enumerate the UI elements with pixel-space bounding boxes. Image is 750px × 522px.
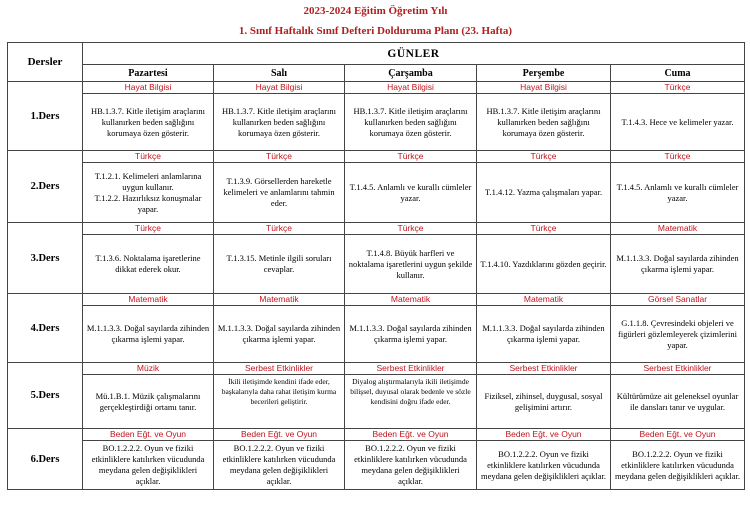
objective-text bbox=[611, 306, 744, 362]
lesson-label: 4.Ders bbox=[8, 294, 83, 363]
lesson-cell-wednesday bbox=[345, 151, 477, 223]
objective-line: M.1.1.3.3. Doğal sayılarda zihinden çıkarma işlemi yapar. bbox=[482, 323, 605, 344]
objective-text bbox=[345, 441, 476, 489]
lesson-cell-wednesday bbox=[345, 223, 477, 294]
subject-label: Türkçe bbox=[214, 223, 344, 235]
lesson-cell-tuesday bbox=[214, 223, 345, 294]
objective-line: T.1.4.5. Anlamlı ve kurallı cümleler yazar. bbox=[349, 181, 472, 203]
objective-line: T.1.3.6. Noktalama işaretlerine dikkat ederek okur. bbox=[95, 253, 201, 274]
lesson-cell-thursday bbox=[477, 223, 611, 294]
subject-label: Türkçe bbox=[477, 223, 610, 235]
lesson-cell-tuesday bbox=[214, 151, 345, 223]
objective-text bbox=[83, 306, 213, 362]
subject-label: Türkçe bbox=[611, 82, 744, 94]
objective-line: M.1.1.3.3. Doğal sayılarda zihinden çıkarma işlemi yapar. bbox=[86, 323, 210, 344]
lesson-label: 1.Ders bbox=[8, 82, 83, 151]
objective-text bbox=[345, 235, 476, 293]
objective-text bbox=[83, 235, 213, 293]
lesson-cell-thursday bbox=[477, 363, 611, 429]
lesson-label: 2.Ders bbox=[8, 151, 83, 223]
subject-label: Hayat Bilgisi bbox=[345, 82, 476, 94]
subject-label: Serbest Etkinlikler bbox=[345, 363, 476, 375]
lesson-row bbox=[8, 223, 745, 294]
objective-text bbox=[345, 94, 476, 150]
lesson-cell-tuesday bbox=[214, 429, 345, 490]
objective-line: M.1.1.3.3. Doğal sayılarda zihinden çıkarma işlemi yapar. bbox=[616, 253, 739, 274]
lesson-cell-monday bbox=[83, 151, 214, 223]
objective-text bbox=[83, 441, 213, 489]
objective-line: İkili iletişimde kendini ifade eder, başkalarıyla daha rahat iletişim kurma becerileri geliştirir. bbox=[221, 377, 337, 406]
lesson-cell-thursday bbox=[477, 82, 611, 151]
lesson-cell-thursday bbox=[477, 151, 611, 223]
subject-label: Beden Eğt. ve Oyun bbox=[345, 429, 476, 441]
subject-label: Serbest Etkinlikler bbox=[214, 363, 344, 375]
objective-line: T.1.4.12. Yazma çalışmaları yapar. bbox=[484, 187, 603, 197]
subject-label: Serbest Etkinlikler bbox=[611, 363, 744, 375]
subject-label: Türkçe bbox=[214, 151, 344, 163]
objective-line: BO.1.2.2.2. Oyun ve fiziki etkinliklere katılırken vücudunda meydana gelen değişiklikleri açıklar. bbox=[354, 443, 467, 486]
objective-line: BO.1.2.2.2. Oyun ve fiziki etkinliklere katılırken vücudunda meydana gelen değişiklikleri açıklar. bbox=[614, 448, 741, 481]
day-header-friday: Cuma bbox=[611, 65, 745, 82]
day-header-wednesday: Çarşamba bbox=[345, 65, 477, 82]
dersler-header: Dersler bbox=[8, 43, 83, 82]
subject-label: Matematik bbox=[83, 294, 213, 306]
lesson-cell-tuesday bbox=[214, 294, 345, 363]
subject-label: Beden Eğt. ve Oyun bbox=[83, 429, 213, 441]
objective-text bbox=[214, 235, 344, 293]
lesson-cell-friday bbox=[611, 151, 745, 223]
objective-text bbox=[83, 94, 213, 150]
lesson-row bbox=[8, 363, 745, 429]
lesson-row bbox=[8, 151, 745, 223]
lesson-cell-wednesday bbox=[345, 429, 477, 490]
objective-line: Diyalog alıştırmalarıyla ikili iletişimde bilişsel, duyusal olarak bedenle ve sözle kendisini doğru ifade eder. bbox=[350, 377, 471, 406]
lesson-cell-thursday bbox=[477, 294, 611, 363]
objective-line: T.1.4.3. Hece ve kelimeler yazar. bbox=[621, 116, 734, 127]
lesson-cell-tuesday bbox=[214, 82, 345, 151]
objective-line: HB.1.3.7. Kitle iletişim araçlarını kullanırken beden sağlığını korumaya özen gösterir. bbox=[486, 105, 601, 138]
objective-line: Mü.1.B.1. Müzik çalışmalarını gerçekleştirdiği ortamı tanır. bbox=[95, 390, 201, 412]
lesson-label: 5.Ders bbox=[8, 363, 83, 429]
subject-label: Türkçe bbox=[477, 151, 610, 163]
objective-line: Kültürümüze ait geleneksel oyunlar ile dansları tanır ve uygular. bbox=[616, 390, 739, 412]
objective-line: BO.1.2.2.2. Oyun ve fiziki etkinliklere katılırken vücudunda meydana gelen değişiklikleri açıklar. bbox=[222, 443, 336, 486]
subject-label: Türkçe bbox=[345, 151, 476, 163]
objective-text bbox=[477, 441, 610, 489]
lesson-cell-friday bbox=[611, 82, 745, 151]
objective-text bbox=[611, 94, 744, 150]
gunler-header: GÜNLER bbox=[83, 43, 745, 65]
days-row bbox=[8, 65, 745, 82]
objective-text bbox=[214, 94, 344, 150]
day-header-monday: Pazartesi bbox=[83, 65, 214, 82]
weekly-plan-table bbox=[7, 42, 745, 490]
objective-text bbox=[83, 375, 213, 428]
objective-text bbox=[611, 441, 744, 489]
objective-line: HB.1.3.7. Kitle iletişim araçlarını kullanırken beden sağlığını korumaya özen gösterir. bbox=[90, 105, 205, 138]
objective-line: T.1.3.15. Metinle ilgili soruları cevaplar. bbox=[226, 253, 332, 274]
lesson-label: 3.Ders bbox=[8, 223, 83, 294]
objective-line: M.1.1.3.3. Doğal sayılarda zihinden çıkarma işlemi yapar. bbox=[349, 323, 472, 344]
objective-text bbox=[345, 163, 476, 222]
lesson-cell-monday bbox=[83, 429, 214, 490]
lesson-row bbox=[8, 429, 745, 490]
subject-label: Matematik bbox=[345, 294, 476, 306]
objective-line: HB.1.3.7. Kitle iletişim araçlarını kullanırken beden sağlığını korumaya özen gösterir. bbox=[353, 105, 468, 138]
objective-text bbox=[477, 94, 610, 150]
lesson-cell-monday bbox=[83, 223, 214, 294]
objective-text bbox=[214, 163, 344, 222]
objective-line: BO.1.2.2.2. Oyun ve fiziki etkinliklere katılırken vücudunda meydana gelen değişiklikleri açıklar. bbox=[91, 443, 205, 486]
objective-line: G.1.1.8. Çevresindeki objeleri ve figürleri gözlemleyerek çizimlerini yapar. bbox=[618, 317, 737, 350]
objective-text bbox=[477, 306, 610, 362]
objective-line: T.1.3.9. Görsellerden hareketle kelimeleri ve anlamlarını tahmin eder. bbox=[223, 176, 335, 208]
objective-text bbox=[214, 306, 344, 362]
lesson-cell-wednesday bbox=[345, 363, 477, 429]
objective-line: HB.1.3.7. Kitle iletişim araçlarını kullanırken beden sağlığını korumaya özen gösterir. bbox=[221, 105, 336, 138]
day-header-thursday: Perşembe bbox=[477, 65, 611, 82]
objective-text bbox=[477, 163, 610, 222]
document-year-title: 2023-2024 Eğitim Öğretim Yılı bbox=[303, 5, 448, 17]
lesson-label: 6.Ders bbox=[8, 429, 83, 490]
objective-text bbox=[214, 375, 344, 428]
subject-label: Görsel Sanatlar bbox=[611, 294, 744, 306]
lesson-cell-monday bbox=[83, 294, 214, 363]
subject-label: Matematik bbox=[611, 223, 744, 235]
lesson-cell-wednesday bbox=[345, 294, 477, 363]
subject-label: Hayat Bilgisi bbox=[477, 82, 610, 94]
objective-line: T.1.2.2. Hazırlıksız konuşmalar yapar. bbox=[94, 192, 202, 214]
lesson-cell-friday bbox=[611, 363, 745, 429]
objective-text bbox=[345, 375, 476, 428]
subject-label: Türkçe bbox=[611, 151, 744, 163]
objective-text bbox=[345, 306, 476, 362]
day-header-tuesday: Salı bbox=[214, 65, 345, 82]
lesson-cell-monday bbox=[83, 82, 214, 151]
objective-text bbox=[611, 375, 744, 428]
objective-text bbox=[477, 235, 610, 293]
lesson-row bbox=[8, 82, 745, 151]
objective-line: T.1.4.10. Yazdıklarını gözden geçirir. bbox=[480, 258, 607, 269]
lesson-cell-friday bbox=[611, 223, 745, 294]
subject-label: Matematik bbox=[214, 294, 344, 306]
objective-line: T.1.4.5. Anlamlı ve kurallı cümleler yazar. bbox=[616, 181, 739, 203]
lesson-cell-thursday bbox=[477, 429, 611, 490]
subject-label: Matematik bbox=[477, 294, 610, 306]
subject-label: Türkçe bbox=[83, 151, 213, 163]
lesson-cell-tuesday bbox=[214, 363, 345, 429]
lesson-cell-friday bbox=[611, 429, 745, 490]
subject-label: Beden Eğt. ve Oyun bbox=[477, 429, 610, 441]
objective-line: T.1.2.1. Kelimeleri anlamlarına uygun kullanır. bbox=[94, 170, 202, 192]
subject-label: Müzik bbox=[83, 363, 213, 375]
objective-text bbox=[477, 375, 610, 428]
lesson-row bbox=[8, 294, 745, 363]
objective-text bbox=[611, 163, 744, 222]
objective-line: M.1.1.3.3. Doğal sayılarda zihinden çıkarma işlemi yapar. bbox=[217, 323, 341, 344]
lesson-cell-wednesday bbox=[345, 82, 477, 151]
objective-line: BO.1.2.2.2. Oyun ve fiziki etkinliklere katılırken vücudunda meydana gelen değişiklikleri açıklar. bbox=[480, 448, 607, 481]
subject-label: Serbest Etkinlikler bbox=[477, 363, 610, 375]
subject-label: Hayat Bilgisi bbox=[83, 82, 213, 94]
lesson-cell-friday bbox=[611, 294, 745, 363]
objective-text bbox=[214, 441, 344, 489]
objective-line: Fiziksel, zihinsel, duygusal, sosyal gelişimini artırır. bbox=[484, 390, 603, 412]
lesson-cell-monday bbox=[83, 363, 214, 429]
plan-body bbox=[8, 82, 745, 490]
objective-text bbox=[611, 235, 744, 293]
subject-label: Beden Eğt. ve Oyun bbox=[214, 429, 344, 441]
document-plan-title: 1. Sınıf Haftalık Sınıf Defteri Dolduruma Planı (23. Hafta) bbox=[238, 25, 513, 37]
header-row bbox=[8, 43, 745, 65]
objective-text bbox=[83, 163, 213, 222]
subject-label: Hayat Bilgisi bbox=[214, 82, 344, 94]
subject-label: Türkçe bbox=[345, 223, 476, 235]
objective-line: T.1.4.8. Büyük harfleri ve noktalama işaretlerini uygun şekilde kullanır. bbox=[348, 247, 473, 280]
subject-label: Beden Eğt. ve Oyun bbox=[611, 429, 744, 441]
subject-label: Türkçe bbox=[83, 223, 213, 235]
